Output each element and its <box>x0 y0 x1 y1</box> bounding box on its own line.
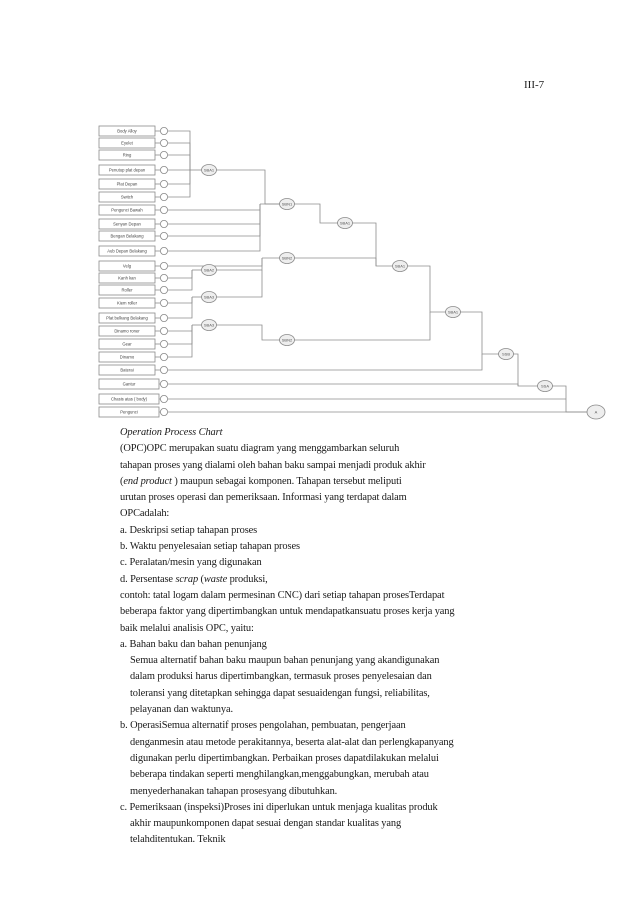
component-label: Penutup plat depan <box>108 167 146 173</box>
component-label: Gantur <box>122 381 136 387</box>
component-box <box>99 313 155 323</box>
operation-circle <box>160 206 167 213</box>
paragraph-line: telahditentukan. Teknik <box>130 834 226 846</box>
node-label: SSA <box>540 383 550 389</box>
operation-circle <box>160 151 167 158</box>
process-node <box>202 320 217 331</box>
component-box <box>99 261 155 271</box>
component-box <box>99 246 155 256</box>
paragraph-line: akhir maupunkomponen dapat sesuai dengan standar kualitas yang <box>130 818 402 830</box>
component-box <box>99 352 155 362</box>
operation-circle <box>160 353 167 360</box>
node-label: SBN2 <box>281 255 293 261</box>
paragraph-line: beberapa tindakan seperti menghilangkan,menggabungkan, merubah atau <box>130 769 429 781</box>
node-label: SBA1 <box>447 309 459 315</box>
component-label: Bengan Belakang <box>110 233 144 239</box>
list-item: c. Pemeriksaan (inspeksi)Proses ini diperlukan untuk menjaga kualitas produk <box>120 801 438 813</box>
process-node <box>280 335 295 346</box>
list-item: a. Bahan baku dan bahan penunjang <box>120 638 267 650</box>
node-label: SBA1 <box>394 263 406 269</box>
list-item: a. Deskripsi setiap tahapan proses <box>120 524 258 536</box>
operation-circle <box>160 380 167 387</box>
section-title: Operation Process Chart <box>120 427 223 438</box>
component-box <box>99 205 155 215</box>
operation-circle <box>160 220 167 227</box>
component-box <box>99 138 155 148</box>
component-label: Velg <box>122 263 132 269</box>
list-item: b. OperasiSemua alternatif proses pengolahan, pembuatan, pengerjaan <box>120 720 406 732</box>
operation-circle <box>160 274 167 281</box>
process-node <box>202 265 217 276</box>
paragraph-line: baik melalui analisis OPC, yaitu: <box>120 622 254 634</box>
process-node <box>280 253 295 264</box>
component-label: Plat Depan <box>116 181 138 187</box>
operation-circle <box>160 314 167 321</box>
operation-process-chart-diagram <box>0 0 638 440</box>
component-label: Pengunci Bawah <box>111 207 143 213</box>
connector-lines <box>155 131 587 412</box>
node-label: SBA3 <box>203 322 215 328</box>
list-item: b. Waktu penyelesaian setiap tahapan proses <box>120 541 300 553</box>
paragraph-line: contoh: tatal logam dalam permesinan CNC) dari setiap tahapan prosesTerdapat <box>120 589 445 601</box>
node-label: SBA2 <box>203 267 215 273</box>
paragraph-line: toleransi yang ditetapkan sehingga dapat sesuaidengan fungsi, reliabilitas, <box>130 687 430 699</box>
operation-circle <box>160 299 167 306</box>
operation-circle <box>160 286 167 293</box>
paragraph-line: beberapa faktor yang dipertimbangkan untuk mendapatkansuatu proses kerja yang <box>120 606 455 618</box>
node-label: A <box>594 409 598 415</box>
component-label: Body Alloy <box>117 128 137 134</box>
list-item: d. Persentase scrap (waste produksi, <box>120 573 268 585</box>
component-box <box>99 165 155 175</box>
operation-circle <box>160 262 167 269</box>
process-node <box>499 349 514 360</box>
component-box <box>99 273 155 283</box>
component-box <box>99 326 155 336</box>
paragraph-line: Semua alternatif bahan baku maupun bahan penunjang yang akandigunakan <box>130 655 440 667</box>
component-box <box>99 394 159 404</box>
component-box <box>99 231 155 241</box>
paragraph-line: denganmesin atau metode perakitannya, beserta alat-alat dan perlengkapanyang <box>130 736 454 748</box>
component-label: Dinamo <box>119 354 135 360</box>
process-node <box>202 165 217 176</box>
list-item: c. Peralatan/mesin yang digunakan <box>120 557 262 569</box>
component-label: Eyelet <box>121 140 133 146</box>
component-box <box>99 126 155 136</box>
node-label: SSB <box>501 351 511 357</box>
operation-circle <box>160 408 167 415</box>
paragraph-line: dalam produksi harus dipertimbangkan, termasuk proses penyelesaian dan <box>130 671 432 683</box>
component-label: Roller <box>121 287 133 293</box>
component-label: Chasis atas ( body) <box>110 396 148 402</box>
process-node <box>202 292 217 303</box>
operation-circle <box>160 232 167 239</box>
paragraph-line: pelayanan dan waktunya. <box>130 704 234 716</box>
process-node <box>538 381 553 392</box>
component-box <box>99 339 155 349</box>
node-label: SBA1 <box>203 167 215 173</box>
paragraph-line: (OPC)OPC merupakan suatu diagram yang menggambarkan seluruh <box>120 443 400 455</box>
operation-circle <box>160 166 167 173</box>
component-label: Aub Depan Belakang <box>107 248 147 254</box>
paragraph-line: urutan proses operasi dan pemeriksaan. Informasi yang terdapat dalam <box>120 492 407 504</box>
component-box <box>99 365 155 375</box>
component-label: Switch <box>120 194 134 200</box>
operation-circle <box>160 127 167 134</box>
process-node <box>280 199 295 210</box>
process-node <box>338 218 353 229</box>
paragraph-line: (end product ) maupun sebagai komponen. Tahapan tersebut meliputi <box>120 475 402 487</box>
page-number: III-7 <box>524 79 545 91</box>
component-box <box>99 407 159 417</box>
component-box <box>99 219 155 229</box>
component-label: Ring <box>122 152 132 158</box>
paragraph-line: digunakan perlu dipertimbangkan. Perbaikan proses dapatdilakukan melalui <box>130 752 439 764</box>
operation-circle <box>160 340 167 347</box>
body-text <box>120 425 560 849</box>
node-label: SBN1 <box>281 201 293 207</box>
component-label: Senyan Depan <box>113 221 141 227</box>
component-label: Gear <box>122 341 132 347</box>
process-node <box>446 307 461 318</box>
operation-circle <box>160 180 167 187</box>
paragraph-line: tahapan proses yang dialami oleh bahan baku sampai menjadi produk akhir <box>120 459 426 471</box>
operation-circle <box>160 366 167 373</box>
operation-circle <box>160 327 167 334</box>
component-box <box>99 285 155 295</box>
paragraph-line: menyederhanakan tahapan prosesyang dibutuhkan. <box>130 785 338 797</box>
component-box <box>99 298 155 308</box>
component-label: Dinamo roner <box>114 328 140 334</box>
paragraph-line: OPCadalah: <box>120 508 170 520</box>
process-node <box>587 405 605 419</box>
component-box <box>99 192 155 202</box>
component-box <box>99 179 155 189</box>
operation-circle <box>160 247 167 254</box>
component-box <box>99 379 159 389</box>
component-label: Baterai <box>120 367 134 373</box>
component-label: Kiem roller <box>116 300 138 306</box>
process-node <box>393 261 408 272</box>
component-label: Kanh kan <box>118 275 136 281</box>
operation-circle <box>160 395 167 402</box>
component-box <box>99 150 155 160</box>
node-label: SBN2 <box>281 337 293 343</box>
node-label: SBA3 <box>203 294 215 300</box>
operation-circle <box>160 139 167 146</box>
operation-circle <box>160 193 167 200</box>
component-label: Plat belkang Belakang <box>106 315 148 321</box>
node-label: SBA1 <box>339 220 351 226</box>
component-label: Pengunci <box>120 409 138 415</box>
